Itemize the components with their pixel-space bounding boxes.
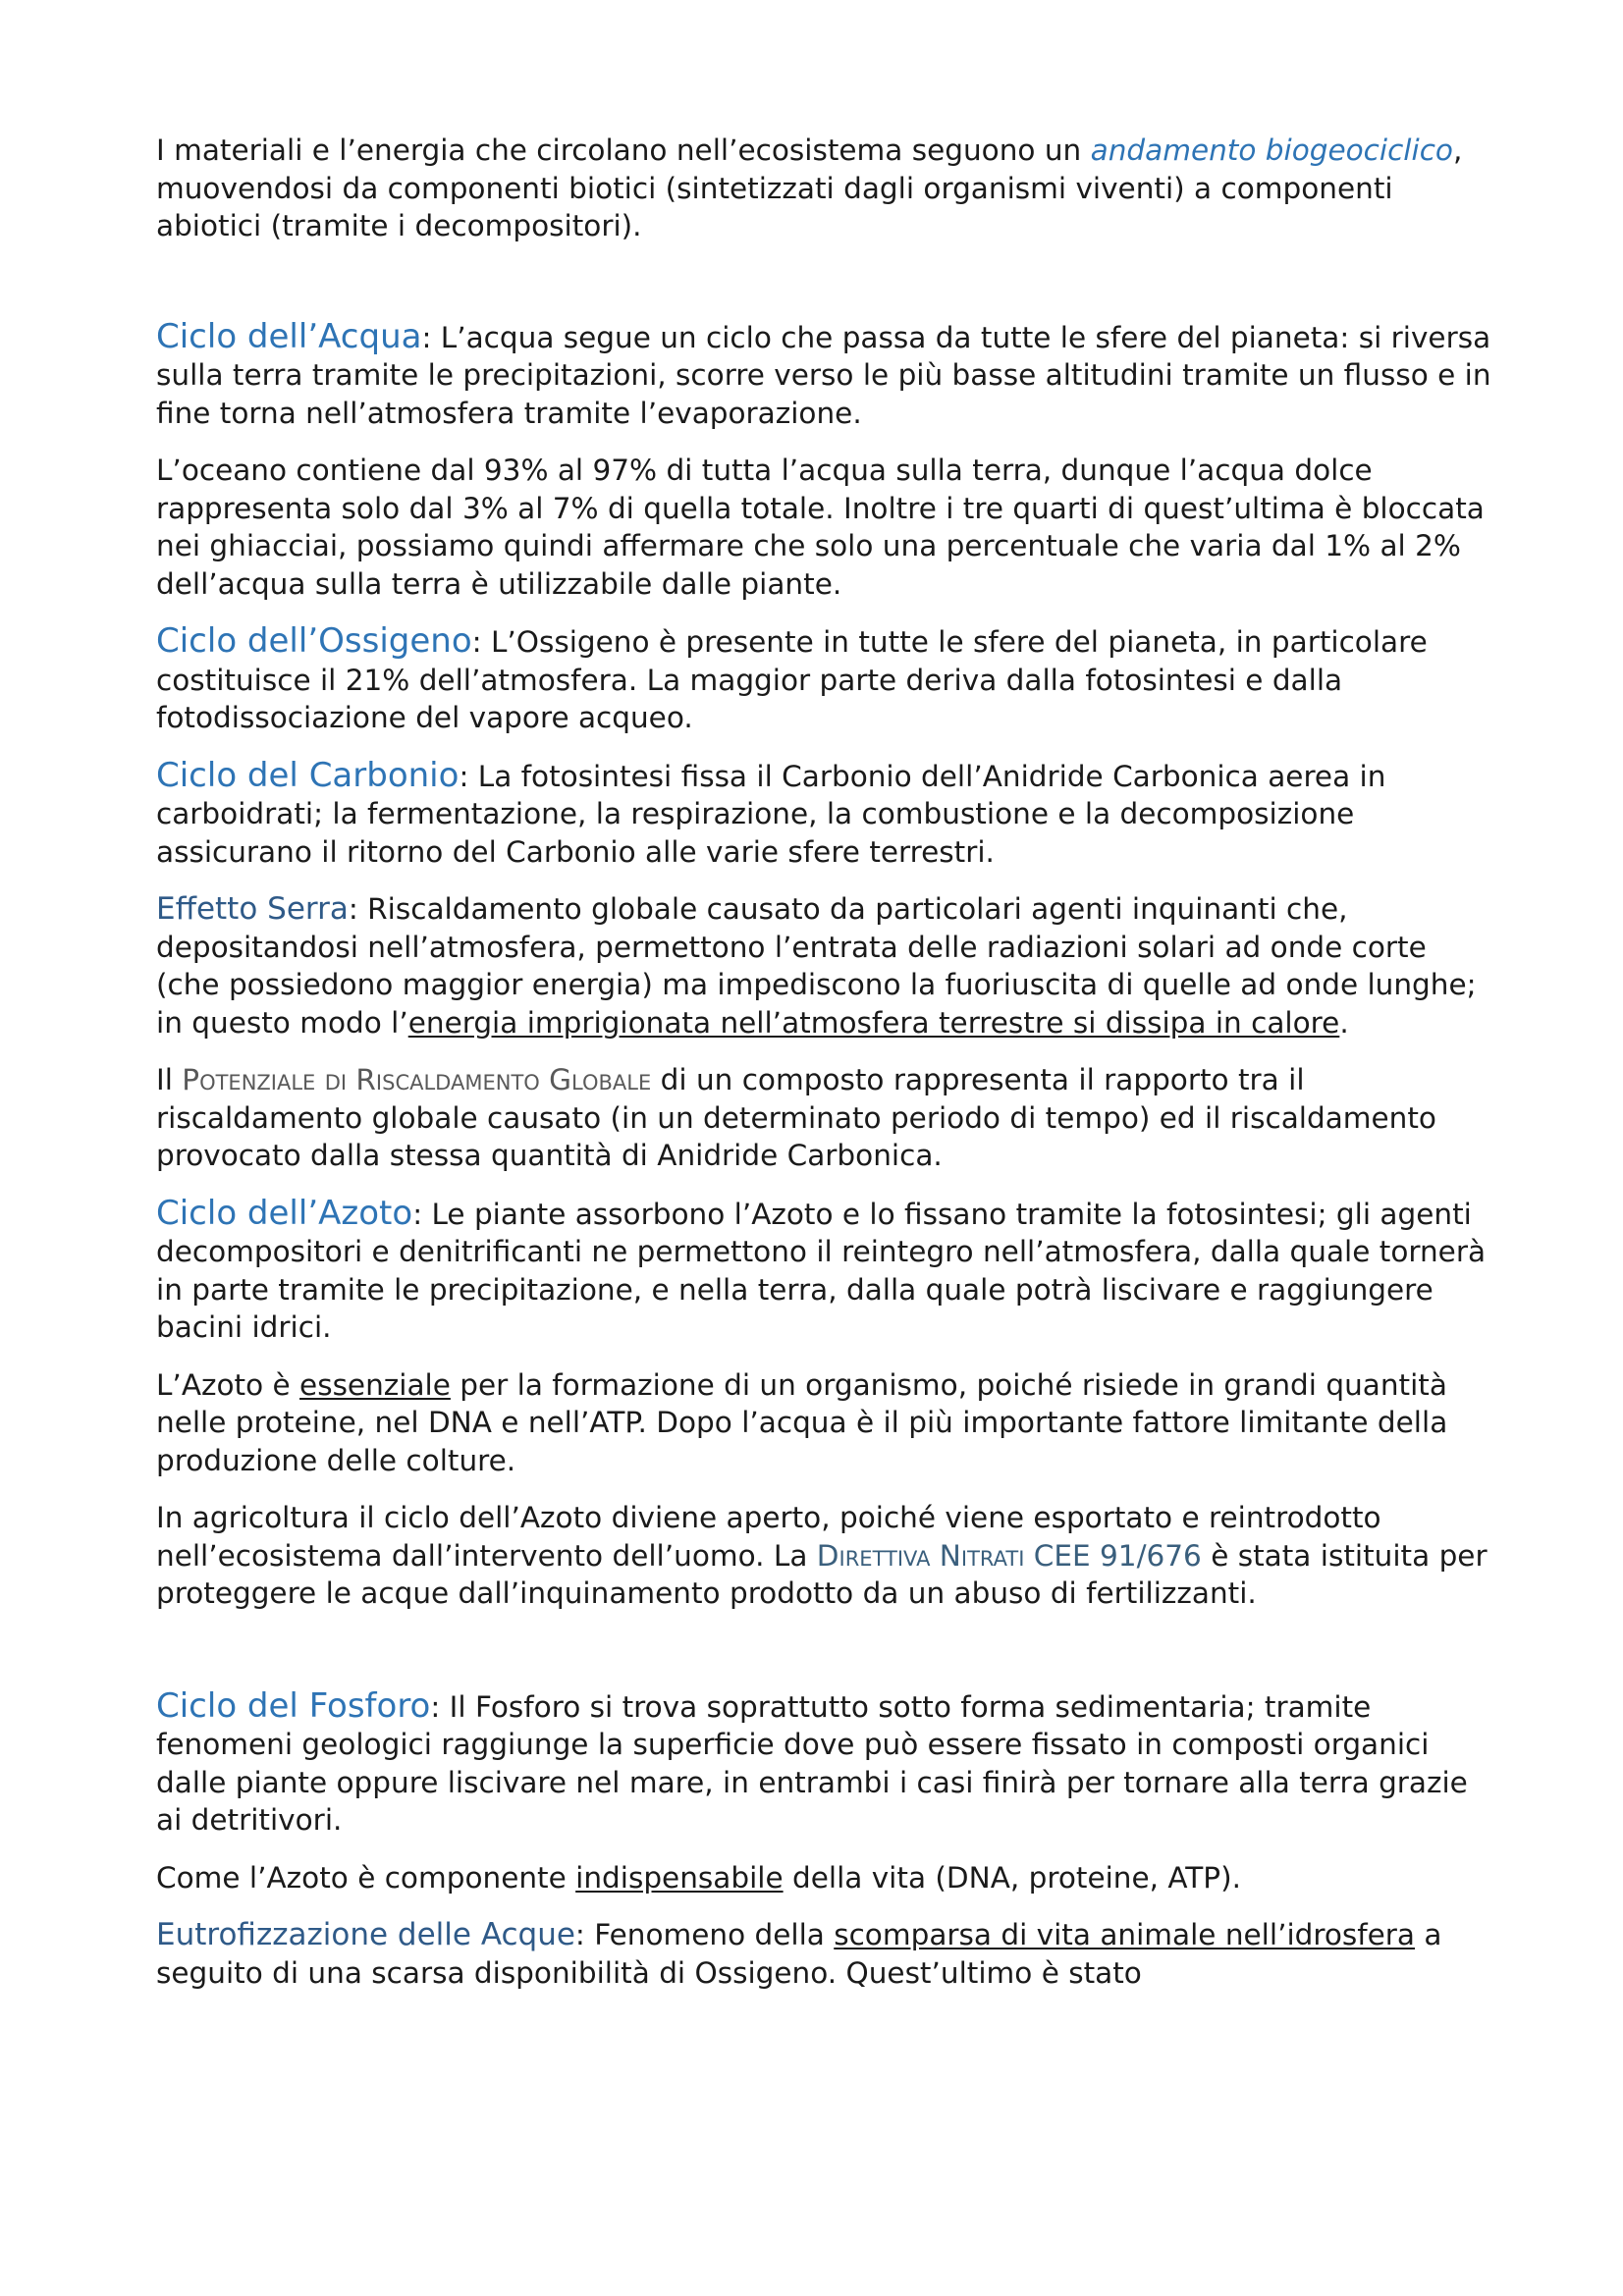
azoto-body: : Le piante assorbono l’Azoto e lo fissano tramite la fotosintesi; gli agenti decompositori e denitrificanti ne permettono il reintegro nell’atmosfera, dalla quale tornerà in parte tramite le precipitazione, e nella terra, dalla quale potrà liscivare e raggiungere bacini idrici. xyxy=(156,1197,1487,1344)
ossigeno-heading: Ciclo dell’Ossigeno xyxy=(156,621,472,661)
azoto-p2-post: per la formazione di un organismo, poiché risiede in grandi quantità nelle proteine, nel DNA e nell’ATP. Dopo l’acqua è il più importante fattore limitante della produzione delle colture. xyxy=(156,1367,1448,1477)
fosforo-paragraph-2 xyxy=(156,1859,1491,1897)
carbonio-heading: Ciclo del Carbonio xyxy=(156,755,460,795)
intro-text-end: , muovendosi da componenti biotici (sintetizzati dagli organismi viventi) a componenti abiotici (tramite i decompositori). xyxy=(156,133,1463,242)
eutro-post: a seguito di una scarsa disponibilità di Ossigeno. Quest’ultimo è stato xyxy=(156,1918,1442,1990)
acqua-paragraph-2 xyxy=(156,452,1491,603)
azoto-heading: Ciclo dell’Azoto xyxy=(156,1193,413,1233)
serra-paragraph xyxy=(156,890,1491,1041)
eutro-heading: Eutrofizzazione delle Acque xyxy=(156,1917,575,1952)
carbonio-body: : La fotosintesi fissa il Carbonio dell’Anidride Carbonica aerea in carboidrati; la fermentazione, la respirazione, la combustione e la decomposizione assicurano il ritorno del Carbonio alle varie sfere terrestri. xyxy=(156,759,1386,869)
intro-text: I materiali e l’energia che circolano nell’ecosistema seguono un xyxy=(156,133,1091,167)
azoto-paragraph-3 xyxy=(156,1499,1491,1613)
azoto-paragraph-2 xyxy=(156,1366,1491,1480)
serra-body: : Riscaldamento globale causato da particolari agenti inquinanti che, depositandosi nell’atmosfera, permettono l’entrata delle radiazioni solari ad onde corte (che possiedono maggior energia) ma impediscono la fuoriuscita di quelle ad onde lunghe; in questo modo l’ xyxy=(156,892,1477,1040)
ossigeno-body: : L’Ossigeno è presente in tutte le sfere del pianeta, in particolare costituisce il 21% dell’atmosfera. La maggior parte deriva dalla fotosintesi e dalla fotodissociazione del vapore acqueo. xyxy=(156,625,1428,734)
fosforo-heading: Ciclo del Fosforo xyxy=(156,1685,431,1726)
eutro-underlined: scomparsa di vita animale nell’idrosfera xyxy=(834,1918,1416,1951)
fosforo-p2-post: della vita (DNA, proteine, ATP). xyxy=(783,1860,1241,1895)
fosforo-p2-pre: Come l’Azoto è componente xyxy=(156,1860,576,1895)
azoto-p2-underlined: essenziale xyxy=(299,1367,451,1402)
eutro-paragraph xyxy=(156,1916,1491,1992)
serra-end: . xyxy=(1339,1005,1349,1040)
azoto-p3-post: è stata istituita per proteggere le acque dall’inquinamento prodotto da un abuso di fertilizzanti. xyxy=(156,1538,1488,1610)
eutro-pre: : Fenomeno della xyxy=(574,1918,835,1951)
potenziale-body: di un composto rappresenta il rapporto tra il riscaldamento globale causato (in un determinato periodo di tempo) ed il riscaldamento provocato dalla stessa quantità di Anidride Carbonica. xyxy=(156,1063,1436,1172)
direttiva-term: Direttiva Nitrati xyxy=(816,1538,1025,1573)
serra-heading: Effetto Serra xyxy=(156,891,349,927)
azoto-p3-pre: In agricoltura il ciclo dell’Azoto diviene aperto, poiché viene esportato e reintrodotto nell’ecosistema dall’intervento dell’uomo. La xyxy=(156,1501,1381,1573)
potenziale-paragraph xyxy=(156,1061,1491,1175)
direttiva-code: CEE 91/676 xyxy=(1024,1538,1202,1573)
potenziale-term: Potenziale di Riscaldamento Globale xyxy=(182,1063,652,1096)
acqua-paragraph xyxy=(156,318,1491,433)
intro-emphasis: andamento biogeociclico xyxy=(1090,133,1453,167)
azoto-p2-pre: L’Azoto è xyxy=(156,1367,300,1402)
carbonio-paragraph xyxy=(156,757,1491,872)
fosforo-body: : Il Fosforo si trova soprattutto sotto forma sedimentaria; tramite fenomeni geologici raggiunge la superficie dove può essere fissato in composti organici dalle piante oppure liscivare nel mare, in entrambi i casi finirà per tornare alla terra grazie ai detritivori. xyxy=(156,1689,1468,1837)
fosforo-p2-underlined: indispensabile xyxy=(575,1860,784,1895)
document-page xyxy=(156,132,1491,2011)
ossigeno-paragraph xyxy=(156,622,1491,737)
azoto-paragraph xyxy=(156,1195,1491,1347)
potenziale-pre: Il xyxy=(156,1063,183,1096)
acqua-heading: Ciclo dell’Acqua xyxy=(156,316,422,356)
serra-underlined: energia imprigionata nell’atmosfera terrestre si dissipa in calore xyxy=(407,1005,1340,1040)
acqua-body-2: L’oceano contiene dal 93% al 97% di tutta l’acqua sulla terra, dunque l’acqua dolce rappresenta solo dal 3% al 7% di quella totale. Inoltre i tre quarti di quest’ultima è bloccata nei ghiacciai, possiamo quindi affermare che solo una percentuale che varia dal 1% al 2% dell’acqua sulla terra è utilizzabile dalle piante. xyxy=(156,454,1485,601)
acqua-body: : L’acqua segue un ciclo che passa da tutte le sfere del pianeta: si riversa sulla terra tramite le precipitazioni, scorre verso le più basse altitudini tramite un flusso e in fine torna nell’atmosfera tramite l’evaporazione. xyxy=(156,320,1491,430)
fosforo-paragraph xyxy=(156,1687,1491,1840)
intro-paragraph xyxy=(156,132,1491,245)
